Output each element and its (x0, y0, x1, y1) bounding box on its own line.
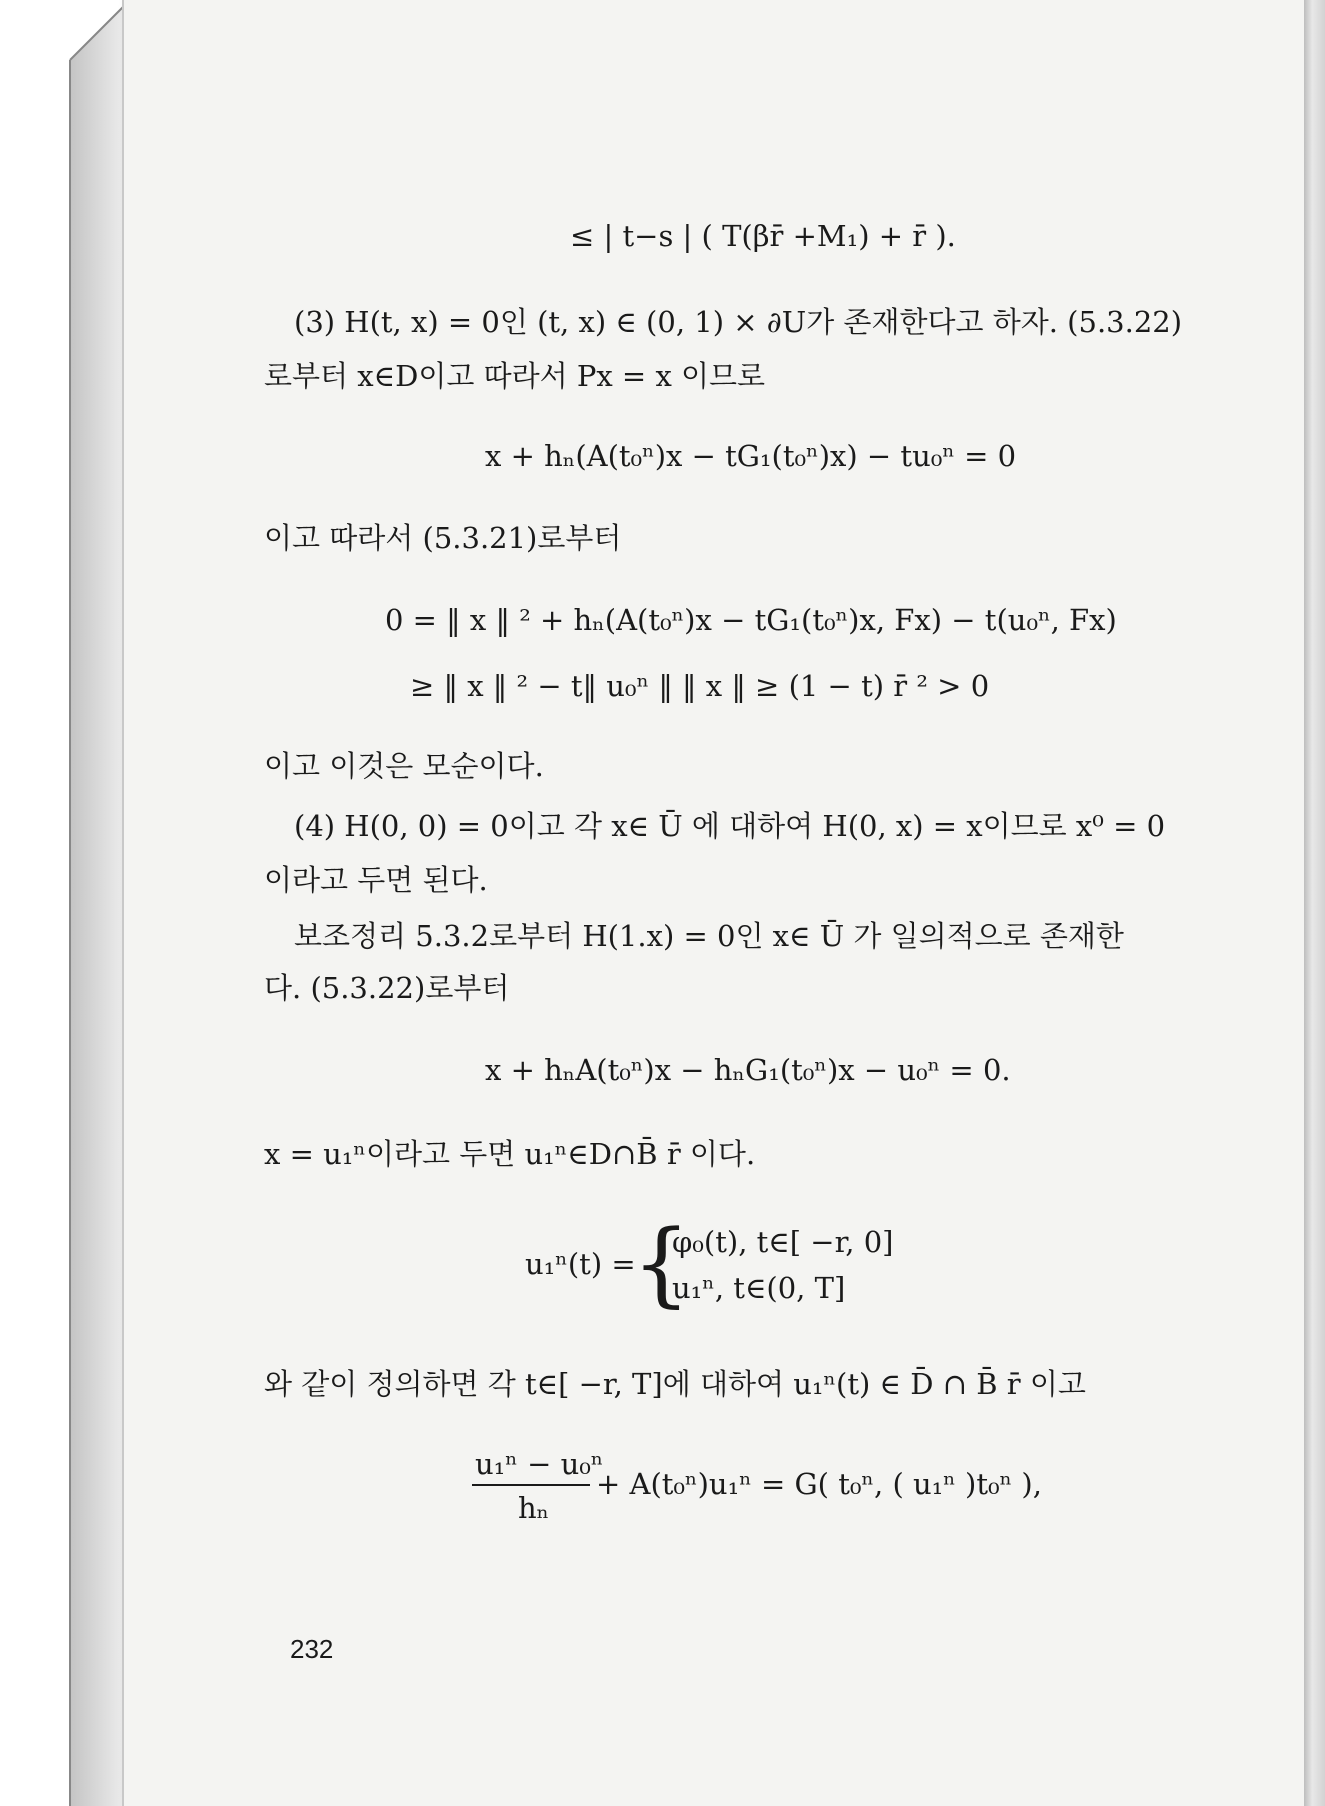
paragraph-4-line-1: (4) H(0, 0) = 0이고 각 x∈ Ū 에 대하여 H(0, x) = x이므로 x⁰ = 0 (294, 809, 1166, 843)
equation-line-4: ≥ ‖ x ‖ ² − t‖ u₀ⁿ ‖ ‖ x ‖ ≥ (1 − t) r̄ ² > 0 (410, 669, 990, 703)
equation-line-1: ≤ | t−s | ( T(βr̄ +M₁) + r̄ ). (570, 219, 956, 253)
paragraph-3-line-2: 로부터 x∈D이고 따라서 Px = x 이므로 (264, 359, 766, 393)
text-line-8: 이고 이것은 모순이다. (264, 749, 544, 783)
piecewise-case-2: u₁ⁿ, t∈(0, T] (672, 1271, 846, 1305)
page-number: 232 (290, 1634, 334, 1664)
piecewise-brace: { (632, 1210, 691, 1317)
equation-line-3: 0 = ‖ x ‖ ² + hₙ(A(t₀ⁿ)x − tG₁(t₀ⁿ)x, Fx) − t(u₀ⁿ, Fx) (385, 603, 1117, 637)
paragraph-5-line-1: 보조정리 5.3.2로부터 H(1.x) = 0인 x∈ Ū 가 일의적으로 존재한 (294, 919, 1124, 953)
page-edge (1304, 0, 1325, 1806)
paragraph-4-line-2: 이라고 두면 된다. (264, 863, 488, 897)
piecewise-lhs: u₁ⁿ(t) = (525, 1247, 636, 1281)
text-line-16: 와 같이 정의하면 각 t∈[ −r, T]에 대하여 u₁ⁿ(t) ∈ D̄ ∩ B̄ r̄ 이고 (264, 1367, 1086, 1401)
fraction-equation-rest: + A(t₀ⁿ)u₁ⁿ = G( t₀ⁿ, ( u₁ⁿ )t₀ⁿ ), (596, 1467, 1042, 1501)
piecewise-case-1: φ₀(t), t∈[ −r, 0] (672, 1225, 894, 1259)
equation-line-2: x + hₙ(A(t₀ⁿ)x − tG₁(t₀ⁿ)x) − tu₀ⁿ = 0 (485, 439, 1017, 473)
paragraph-5-line-2: 다. (5.3.22)로부터 (264, 971, 510, 1005)
fraction-bar (472, 1484, 590, 1486)
book-page (124, 0, 1304, 1806)
text-line-5: 이고 따라서 (5.3.21)로부터 (264, 521, 622, 555)
text-line-14: x = u₁ⁿ이라고 두면 u₁ⁿ∈D∩B̄ r̄ 이다. (264, 1137, 756, 1171)
equation-line-5: x + hₙA(t₀ⁿ)x − hₙG₁(t₀ⁿ)x − u₀ⁿ = 0. (485, 1053, 1011, 1087)
book-spine (0, 0, 140, 1806)
fraction-numerator: u₁ⁿ − u₀ⁿ (475, 1447, 604, 1481)
paragraph-3-line-1: (3) H(t, x) = 0인 (t, x) ∈ (0, 1) × ∂U가 존재한다고 하자. (5.3.22) (294, 305, 1183, 339)
fraction-denominator: hₙ (518, 1491, 550, 1525)
